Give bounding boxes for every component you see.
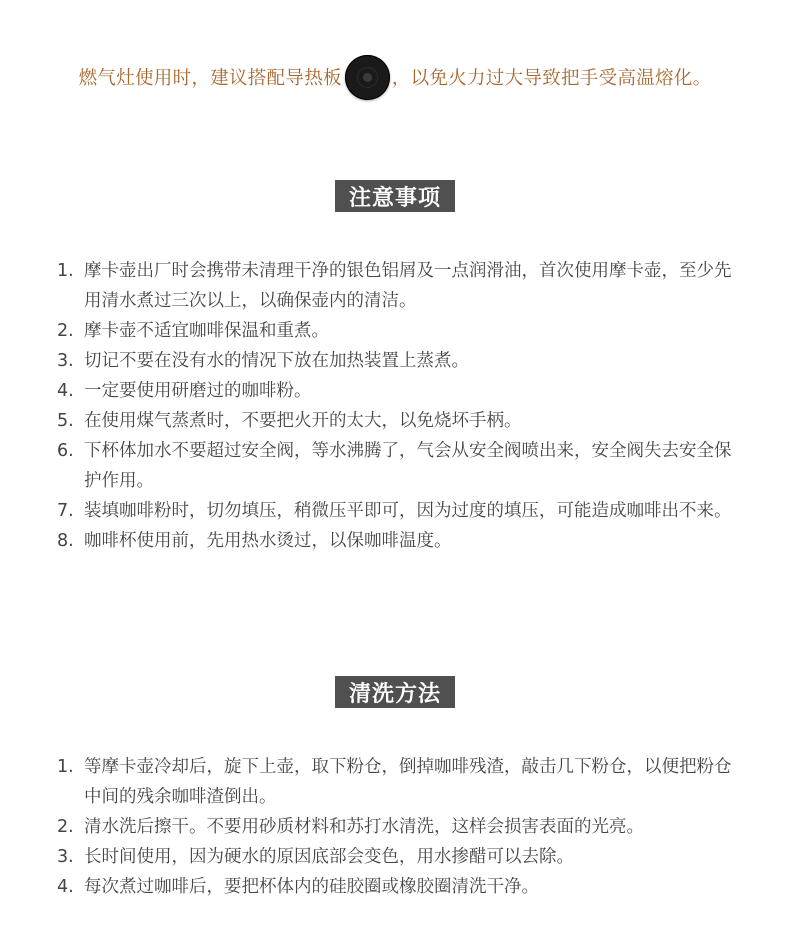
list-item-text: 摩卡壶不适宜咖啡保温和重煮。	[84, 321, 329, 341]
list-item	[57, 526, 747, 556]
list-item-text: 装填咖啡粉时，切勿填压，稍微压平即可，因为过度的填压，可能造成咖啡出不来。	[84, 501, 732, 521]
list-item-number: 3.	[57, 351, 74, 371]
list-item	[57, 436, 747, 496]
list-item-number: 4.	[57, 877, 74, 897]
list-item-text: 在使用煤气蒸煮时，不要把火开的太大，以免烧坏手柄。	[84, 411, 522, 431]
list-item	[57, 812, 747, 842]
list-item-text: 下杯体加水不要超过安全阀，等水沸腾了，气会从安全阀喷出来，安全阀失去安全保护作用。	[84, 441, 732, 491]
heat-diffuser-plate-icon	[345, 55, 390, 100]
list-item-number: 2.	[57, 321, 74, 341]
list-item	[57, 752, 747, 812]
notice-text-before: 燃气灶使用时，建议搭配导热板	[78, 68, 342, 89]
list-item-text: 咖啡杯使用前，先用热水烫过，以保咖啡温度。	[84, 531, 452, 551]
list-item-text: 切记不要在没有水的情况下放在加热装置上蒸煮。	[84, 351, 469, 371]
list-item-number: 1.	[57, 261, 74, 281]
list-item	[57, 406, 747, 436]
list-item	[57, 346, 747, 376]
list-item	[57, 316, 747, 346]
list-item-text: 摩卡壶出厂时会携带未清理干净的银色铝屑及一点润滑油，首次使用摩卡壶，至少先用清水煮过三次以上，以确保壶内的清洁。	[84, 261, 732, 311]
list-item-number: 8.	[57, 531, 74, 551]
cleaning-list	[57, 752, 747, 902]
list-item-number: 5.	[57, 411, 74, 431]
list-item-number: 7.	[57, 501, 74, 521]
heat-plate-notice	[0, 52, 790, 102]
list-item-text: 每次煮过咖啡后，要把杯体内的硅胶圈或橡胶圈清洗干净。	[84, 877, 539, 897]
list-item	[57, 376, 747, 406]
list-item-text: 清水洗后擦干。不要用砂质材料和苏打水清洗，这样会损害表面的光亮。	[84, 817, 644, 837]
list-item	[57, 496, 747, 526]
precautions-title: 注意事项	[335, 180, 455, 212]
list-item-number: 1.	[57, 757, 74, 777]
notice-text-after: ，以免火力过大导致把手受高温熔化。	[391, 68, 712, 89]
list-item	[57, 256, 747, 316]
list-item-text: 长时间使用，因为硬水的原因底部会变色，用水掺醋可以去除。	[84, 847, 574, 867]
list-item-text: 一定要使用研磨过的咖啡粉。	[84, 381, 312, 401]
list-item-number: 4.	[57, 381, 74, 401]
list-item	[57, 842, 747, 872]
cleaning-method-title: 清洗方法	[335, 676, 455, 708]
precautions-list	[57, 256, 747, 556]
list-item-number: 6.	[57, 441, 74, 461]
list-item-number: 2.	[57, 817, 74, 837]
list-item-number: 3.	[57, 847, 74, 867]
list-item	[57, 872, 747, 902]
list-item-text: 等摩卡壶冷却后，旋下上壶，取下粉仓，倒掉咖啡残渣，敲击几下粉仓，以便把粉仓中间的残余咖啡渣倒出。	[84, 757, 732, 807]
